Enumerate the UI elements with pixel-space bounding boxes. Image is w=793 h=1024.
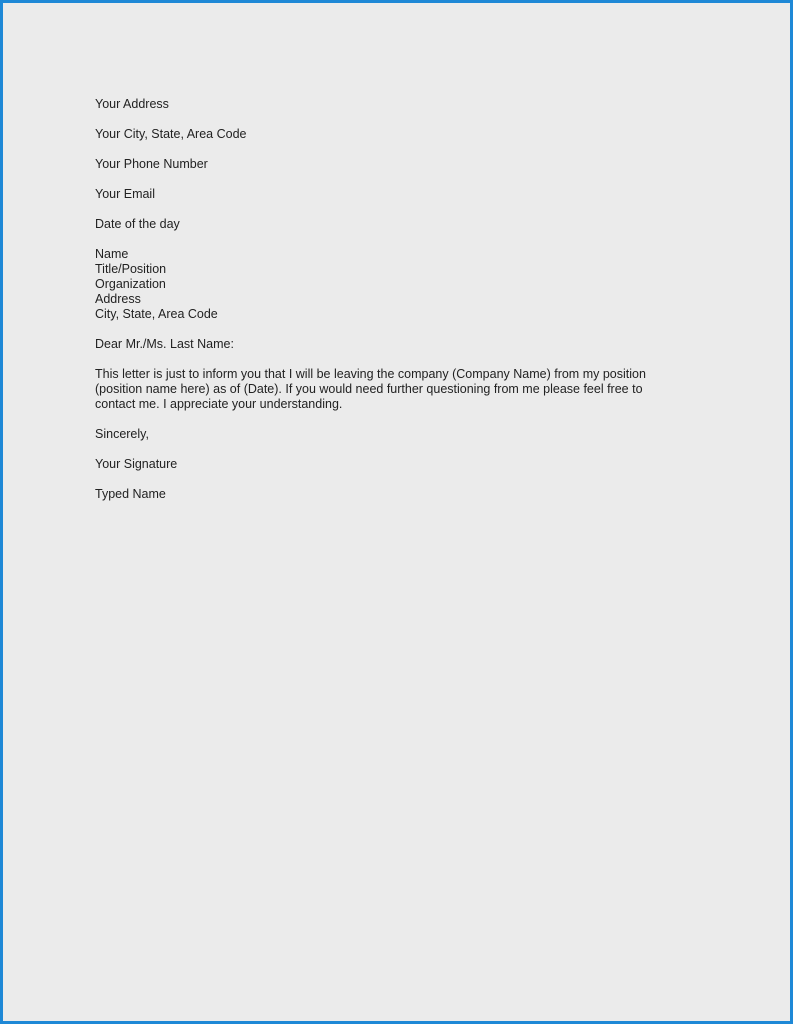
closing: Sincerely, [95, 427, 149, 441]
letter-body [95, 367, 675, 412]
letter-content [95, 97, 675, 502]
typed-name: Typed Name [95, 487, 166, 501]
body-line-3: contact me. I appreciate your understanding. [95, 397, 343, 411]
sender-email: Your Email [95, 187, 155, 201]
signature: Your Signature [95, 457, 178, 471]
sender-address: Your Address [95, 97, 169, 111]
sender-phone: Your Phone Number [95, 157, 208, 171]
recipient-city-state: City, State, Area Code [95, 307, 218, 321]
body-line-1: This letter is just to inform you that I will be leaving the company (Company Name) from my position [95, 367, 646, 381]
letter-date: Date of the day [95, 217, 180, 231]
recipient-name: Name [95, 247, 129, 261]
body-line-2: (position name here) as of (Date). If you would need further questioning from me please feel free to [95, 382, 643, 396]
recipient-organization: Organization [95, 277, 166, 291]
recipient-address: Address [95, 292, 141, 306]
salutation: Dear Mr./Ms. Last Name: [95, 337, 234, 351]
sender-city-state: Your City, State, Area Code [95, 127, 247, 141]
recipient-title: Title/Position [95, 262, 167, 276]
